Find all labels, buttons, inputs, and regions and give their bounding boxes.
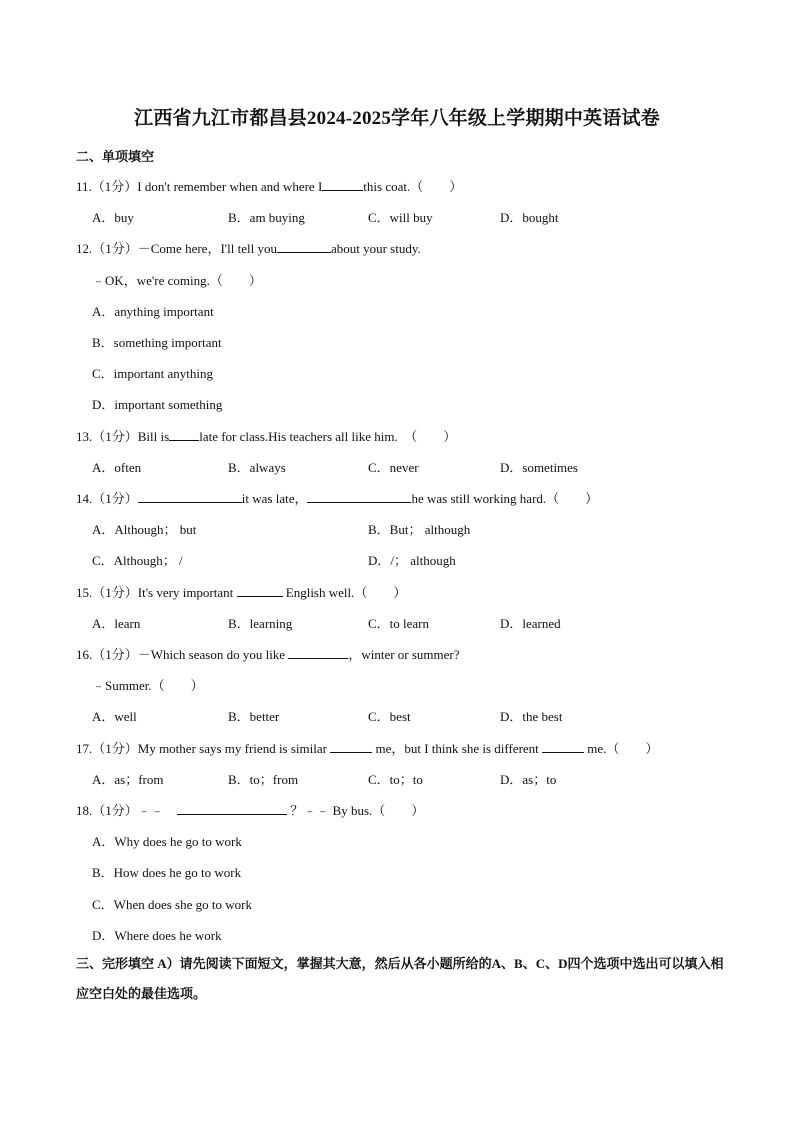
option-c: C．to learn <box>368 616 430 631</box>
answer-blank <box>138 490 242 503</box>
question-16: 16.（1分）－Which season do you like ，winter or summer? <box>76 647 460 662</box>
answer-blank <box>542 740 584 753</box>
option-b: B．always <box>228 460 286 475</box>
option-c: C．Although； / <box>92 553 183 568</box>
question-12: 12.（1分）－Come here，I'll tell you about your study. <box>76 241 421 256</box>
option-c: C．important anything <box>92 366 213 381</box>
option-a: A．anything important <box>92 304 214 319</box>
option-a: A．often <box>92 460 142 475</box>
question-14: 14.（1分） it was late， he was still working hard.（ ） <box>76 491 599 506</box>
question-15: 15.（1分）It's very important English well.（ ） <box>76 585 407 600</box>
answer-blank <box>330 740 372 753</box>
option-b: B．to；from <box>228 772 299 787</box>
exam-title: 江西省九江市都昌县2024-2025学年八年级上学期期中英语试卷 <box>134 108 660 129</box>
section-heading-cloze: 三、完形填空 A）请先阅读下面短文，掌握其大意，然后从各小题所给的A、B、C、D四个选项中选出可以填入相应空白处的最佳选项。 <box>76 956 724 1001</box>
option-c: C．best <box>368 709 411 724</box>
option-b: B．But； although <box>368 522 471 537</box>
option-a: A．Why does he go to work <box>92 834 242 849</box>
option-d: D．Where does he work <box>92 928 222 943</box>
question-18: 18.（1分）﹣﹣ ？﹣﹣ By bus.（ ） <box>76 803 425 818</box>
option-d: D．bought <box>500 210 559 225</box>
option-b: B．something important <box>92 335 222 350</box>
answer-blank <box>169 428 199 441</box>
option-d: D．learned <box>500 616 561 631</box>
option-d: D．the best <box>500 709 563 724</box>
option-c: C．When does she go to work <box>92 897 252 912</box>
answer-blank <box>322 178 363 191</box>
option-d: D．important something <box>92 397 223 412</box>
option-a: A．well <box>92 709 137 724</box>
option-a: A．learn <box>92 616 141 631</box>
option-a: A．Although； but <box>92 522 197 537</box>
option-b: B．am buying <box>228 210 305 225</box>
option-b: B．learning <box>228 616 293 631</box>
answer-blank <box>237 584 283 597</box>
option-c: C．to；to <box>368 772 423 787</box>
question-13: 13.（1分）Bill is late for class.His teachers all like him. （ ） <box>76 429 457 444</box>
question-17: 17.（1分）My mother says my friend is similar me，but I think she is different me.（ ） <box>76 741 659 756</box>
option-d: D．as；to <box>500 772 557 787</box>
option-c: C．will buy <box>368 210 433 225</box>
option-d: D．/； although <box>368 553 456 568</box>
section-heading-single-choice: 二、单项填空 <box>76 149 155 164</box>
answer-blank <box>288 646 348 659</box>
question-12-reply: ﹣OK，we're coming.（ ） <box>92 273 262 288</box>
option-a: A．as；from <box>92 772 164 787</box>
option-d: D．sometimes <box>500 460 578 475</box>
answer-blank <box>277 240 331 253</box>
question-16-reply: ﹣Summer.（ ） <box>92 678 204 693</box>
option-b: B．better <box>228 709 280 724</box>
answer-blank <box>177 802 287 815</box>
question-11: 11.（1分）I don't remember when and where I this coat.（ ） <box>76 179 463 194</box>
option-c: C．never <box>368 460 419 475</box>
option-b: B．How does he go to work <box>92 865 242 880</box>
option-a: A．buy <box>92 210 134 225</box>
answer-blank <box>307 490 411 503</box>
